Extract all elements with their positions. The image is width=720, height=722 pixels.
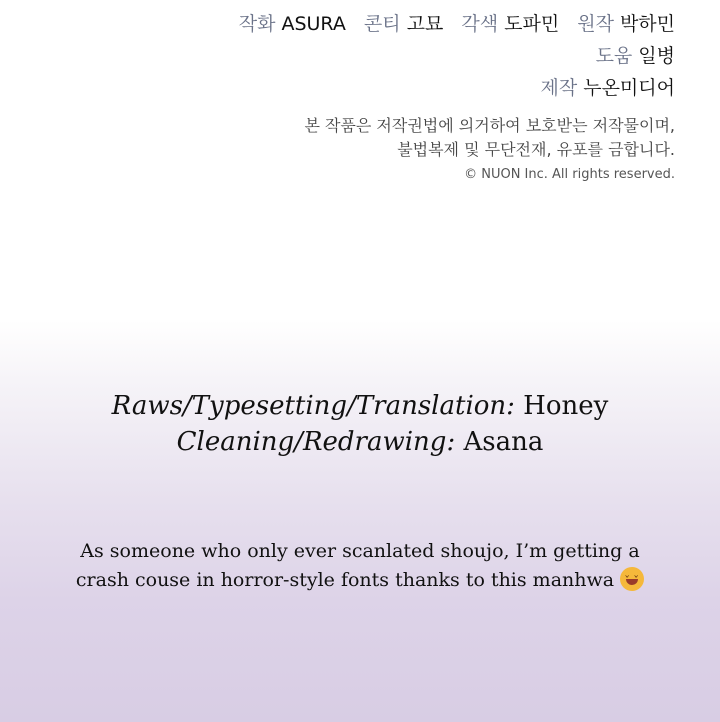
credits-line-3 <box>239 72 675 104</box>
translator-note <box>0 537 720 595</box>
credits-line-2 <box>239 40 675 72</box>
staff-row-2 <box>0 424 720 460</box>
staff-name: Honey <box>514 391 609 421</box>
laughing-emoji-icon <box>620 567 644 591</box>
credit-name: 누온미디어 <box>583 77 675 99</box>
staff-role: Raws/Typesetting/Translation: <box>111 391 515 421</box>
staff-name: Asana <box>455 427 544 457</box>
note-line-2 <box>0 566 720 595</box>
credit-name: 도파민 <box>504 13 560 35</box>
note-line-1: As someone who only ever scanlated shoujo, I’m getting a <box>80 540 640 562</box>
copyright-notice <box>304 114 675 188</box>
credit-name: 일병 <box>638 45 675 67</box>
credit-role: 작화 <box>238 13 276 35</box>
staff-row-1 <box>0 388 720 424</box>
scanlation-staff <box>0 388 720 460</box>
credits-block <box>239 8 675 104</box>
credit-name: 박하민 <box>619 13 675 35</box>
credit-role: 각색 <box>461 13 499 35</box>
copyright-line-1: 본 작품은 저작권법에 의거하여 보호받는 저작물이며, <box>304 116 675 135</box>
note-line-2-text: crash couse in horror-style fonts thanks to this manhwa <box>75 569 615 591</box>
credit-role: 원작 <box>577 13 614 35</box>
credit-name: ASURA <box>281 13 346 35</box>
credit-role: 제작 <box>540 77 578 99</box>
credit-role: 콘티 <box>363 13 401 35</box>
credits-line-1 <box>239 8 675 40</box>
credit-role: 도움 <box>595 45 633 67</box>
staff-role: Cleaning/Redrawing: <box>176 427 456 457</box>
copyright-line-3: © NUON Inc. All rights reserved. <box>464 167 675 182</box>
copyright-line-2: 불법복제 및 무단전재, 유포를 금합니다. <box>397 140 675 159</box>
credit-name: 고묘 <box>406 13 444 35</box>
